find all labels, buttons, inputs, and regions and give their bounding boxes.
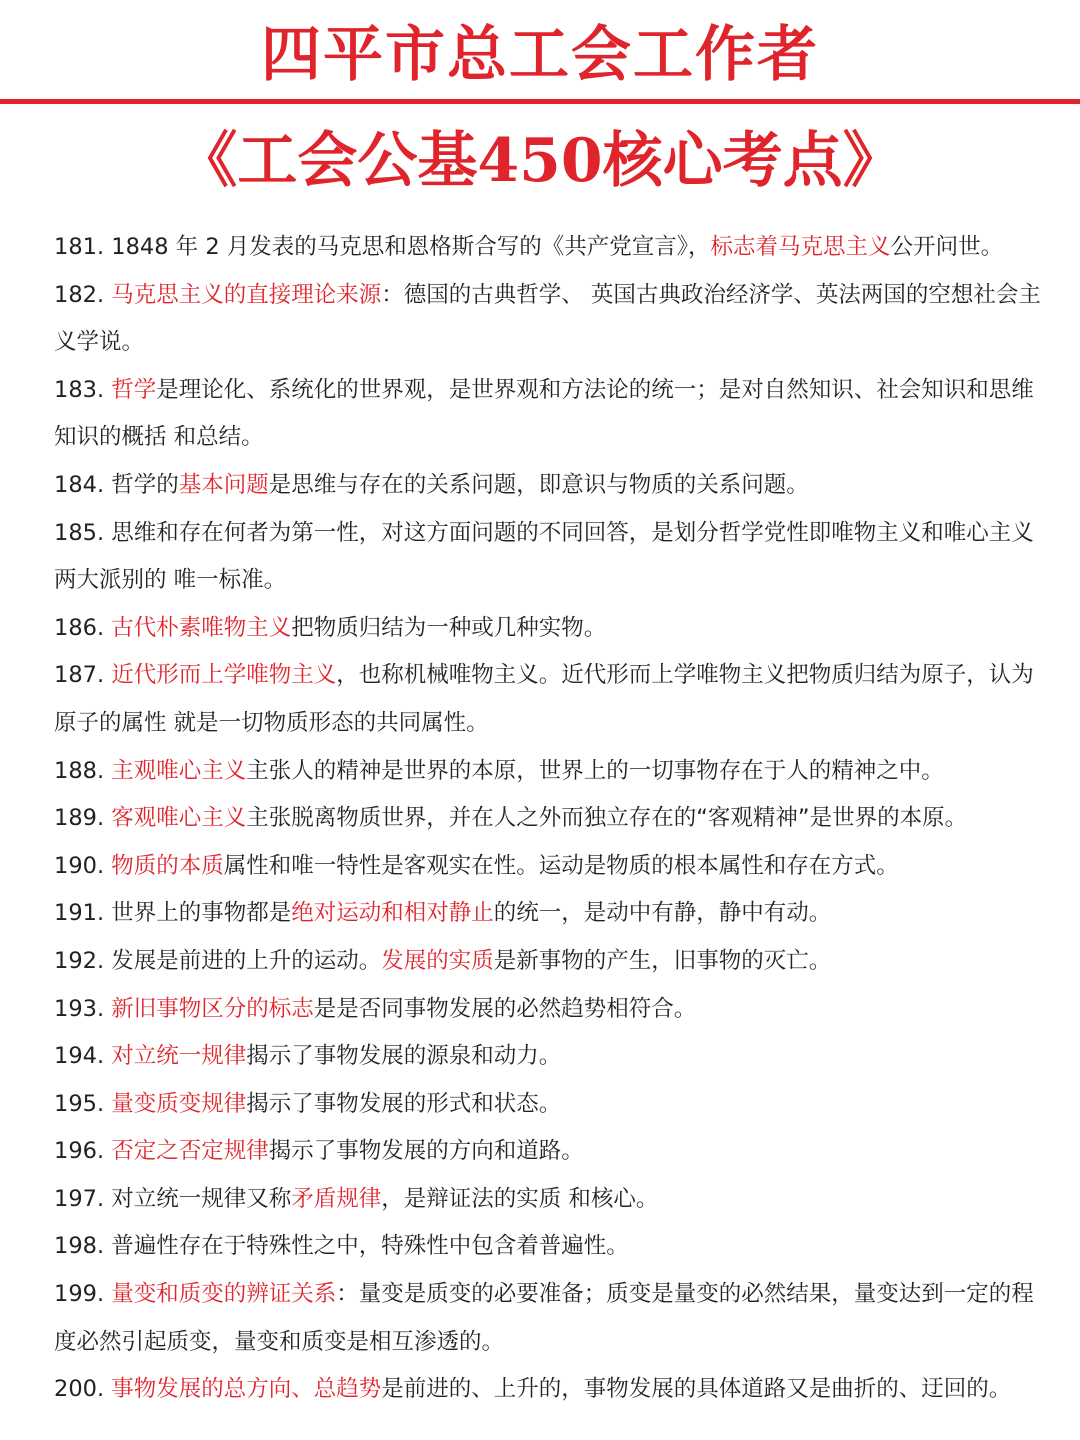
item-number: 185.	[54, 519, 112, 546]
item-number: 187.	[54, 662, 112, 689]
item-number: 190.	[54, 852, 112, 879]
item-number: 182.	[54, 281, 112, 308]
item-number: 192.	[54, 947, 112, 974]
item-number: 189.	[54, 805, 112, 832]
list-item	[54, 1176, 1054, 1224]
highlighted-term: 古代朴素唯物主义	[111, 614, 292, 641]
highlighted-term: 基本问题	[178, 471, 269, 498]
list-item	[54, 890, 1054, 938]
list-item	[54, 1081, 1054, 1129]
list-item	[54, 1033, 1054, 1081]
item-text: 思维和存在何者为第一性，对这方面问题的不同回答，是划分哲学党性即唯物主义和唯心主义两大派别的 唯一标准。	[54, 519, 1034, 594]
item-text: 1848 年 2 月发表的马克思和恩格斯合写的《共产党宣言》，	[111, 234, 711, 260]
item-text: 发展是前进的上升的运动。	[111, 947, 382, 974]
item-text: 的统一，是动中有静，静中有动。	[493, 900, 832, 927]
item-text: 揭示了事物发展的源泉和动力。	[246, 1043, 562, 1070]
list-item	[54, 938, 1054, 986]
list-item	[54, 843, 1054, 891]
item-text: 属性和唯一特性是客观实在性。运动是物质的根本属性和存在方式。	[223, 852, 899, 879]
highlighted-term: 哲学	[111, 376, 157, 403]
highlighted-term: 对立统一规律	[111, 1043, 247, 1070]
highlighted-term: 物质的本质	[111, 852, 224, 879]
highlighted-term: 矛盾规律	[291, 1185, 382, 1212]
item-text: 主张人的精神是世界的本原，世界上的一切事物存在于人的精神之中。	[246, 757, 944, 784]
item-text: 是是否同事物发展的必然趋势相符合。	[313, 995, 697, 1022]
list-item	[54, 986, 1054, 1034]
item-text: 公开问世。	[890, 234, 1004, 260]
highlighted-term: 马克思主义的直接理论来源	[111, 281, 382, 308]
item-text: 哲学的	[111, 471, 179, 498]
highlighted-term: 标志着马克思主义	[710, 234, 891, 260]
highlighted-term: 量变和质变的辨证关系	[111, 1281, 337, 1308]
item-text: 是前进的、上升的，事物发展的具体道路又是曲折的、迂回的。	[381, 1376, 1012, 1403]
list-item	[54, 367, 1054, 462]
item-text: ：德国的古典哲学、 英国古典政治经济学、英法两国的空想社会主义学说。	[54, 281, 1041, 356]
item-text: 揭示了事物发展的形式和状态。	[246, 1090, 562, 1117]
item-number: 183.	[54, 376, 112, 403]
item-number: 181.	[54, 234, 112, 260]
item-text: 把物质归结为一种或几种实物。	[291, 614, 607, 641]
item-number: 195.	[54, 1090, 112, 1117]
item-number: 184.	[54, 471, 112, 498]
item-text: 是新事物的产生，旧事物的灭亡。	[493, 947, 832, 974]
title-divider	[0, 99, 1080, 104]
item-number: 186.	[54, 614, 112, 641]
highlighted-term: 客观唯心主义	[111, 805, 247, 832]
item-text: 对立统一规律又称	[111, 1185, 292, 1212]
list-item	[54, 224, 1054, 272]
list-item	[54, 272, 1054, 367]
item-number: 191.	[54, 900, 112, 927]
item-text: 主张脱离物质世界，并在人之外而独立存在的“客观精神”是世界的本原。	[246, 805, 968, 832]
list-item	[54, 1366, 1054, 1414]
item-text: 世界上的事物都是	[111, 900, 292, 927]
list-item	[54, 795, 1054, 843]
highlighted-term: 发展的实质	[381, 947, 494, 974]
list-item	[54, 1271, 1054, 1366]
item-number: 198.	[54, 1233, 112, 1260]
highlighted-term: 量变质变规律	[111, 1090, 247, 1117]
list-item	[54, 510, 1054, 605]
list-item	[54, 605, 1054, 653]
key-points-list	[54, 224, 1054, 1414]
page-subtitle: 《工会公基450核心考点》	[177, 126, 903, 196]
highlighted-term: 新旧事物区分的标志	[111, 995, 314, 1022]
list-item	[54, 462, 1054, 510]
item-number: 193.	[54, 995, 112, 1022]
item-text: 揭示了事物发展的方向和道路。	[268, 1138, 584, 1165]
item-number: 188.	[54, 757, 112, 784]
highlighted-term: 近代形而上学唯物主义	[111, 662, 337, 689]
item-number: 196.	[54, 1138, 112, 1165]
item-text: ：量变是质变的必要准备；质变是量变的必然结果，量变达到一定的程度必然引起质变，量变和质变是相互渗透的。	[54, 1281, 1034, 1355]
item-text: 是理论化、系统化的世界观，是世界观和方法论的统一；是对自然知识、社会知识和思维知识的概括 和总结。	[54, 376, 1034, 451]
item-number: 197.	[54, 1185, 112, 1212]
list-item	[54, 652, 1054, 747]
item-text: 是思维与存在的关系问题，即意识与物质的关系问题。	[268, 471, 809, 498]
highlighted-term: 否定之否定规律	[111, 1138, 269, 1165]
item-text: ，也称机械唯物主义。近代形而上学唯物主义把物质归结为原子，认为原子的属性 就是一切物质形态的共同属性。	[54, 662, 1034, 736]
item-number: 199.	[54, 1281, 112, 1308]
highlighted-term: 事物发展的总方向、总趋势	[111, 1376, 382, 1403]
highlighted-term: 绝对运动和相对静止	[291, 900, 494, 927]
list-item	[54, 1223, 1054, 1271]
item-number: 200.	[54, 1376, 112, 1403]
list-item	[54, 748, 1054, 796]
highlighted-term: 主观唯心主义	[111, 757, 247, 784]
item-number: 194.	[54, 1043, 112, 1070]
item-text: ，是辩证法的实质 和核心。	[381, 1185, 659, 1212]
page-title: 四平市总工会工作者	[261, 20, 819, 90]
item-text: 普遍性存在于特殊性之中，特殊性中包含着普遍性。	[111, 1233, 629, 1260]
list-item	[54, 1128, 1054, 1176]
